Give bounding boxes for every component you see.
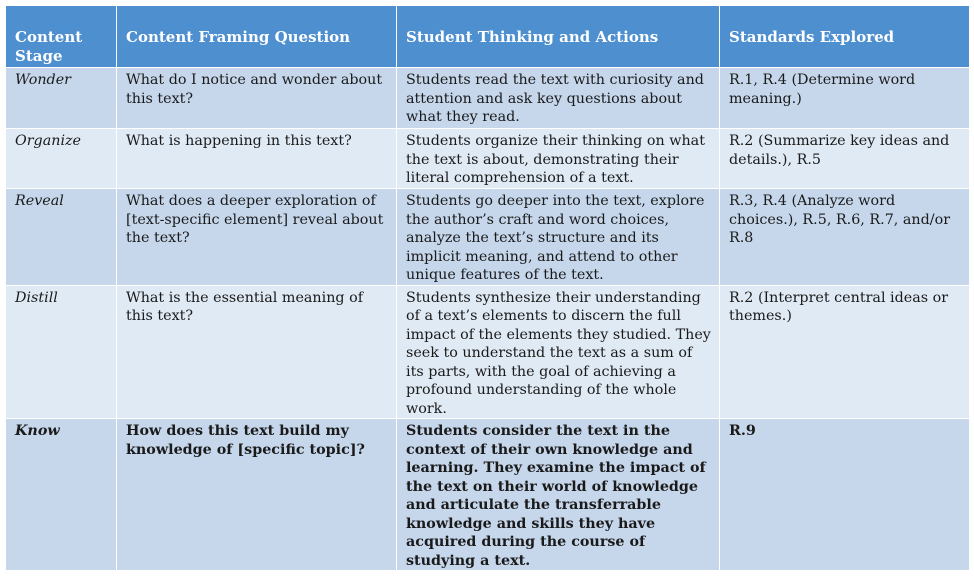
table-row-distill (6, 285, 970, 419)
table-row-reveal (6, 189, 970, 286)
header-standards-explored: Standards Explored (720, 6, 970, 68)
table-row-wonder (6, 68, 970, 129)
content-framing-table (5, 5, 970, 571)
standards-cell: R.2 (Interpret central ideas or themes.) (720, 285, 970, 419)
stage-cell: Organize (6, 129, 117, 189)
stage-cell: Wonder (6, 68, 117, 129)
question-cell: What does a deeper exploration of [text-specific element] reveal about the text? (117, 189, 397, 286)
question-cell: What do I notice and wonder about this text? (117, 68, 397, 129)
header-content-framing-question: Content Framing Question (117, 6, 397, 68)
table-row-organize (6, 129, 970, 189)
thinking-cell: Students consider the text in the context of their own knowledge and learning. They examine the impact of the text on their world of knowledge and articulate the transferrable knowledge and skills they have acquired during the course of studying a text. (397, 419, 720, 571)
table-row-know (6, 419, 970, 571)
question-cell: What is happening in this text? (117, 129, 397, 189)
header-student-thinking-and-actions: Student Thinking and Actions (397, 6, 720, 68)
thinking-cell: Students read the text with curiosity and attention and ask key questions about what they read. (397, 68, 720, 129)
thinking-cell: Students organize their thinking on what the text is about, demonstrating their literal comprehension of a text. (397, 129, 720, 189)
stage-cell: Distill (6, 285, 117, 419)
standards-cell: R.1, R.4 (Determine word meaning.) (720, 68, 970, 129)
thinking-cell: Students go deeper into the text, explore the author’s craft and word choices, analyze the text’s structure and its implicit meaning, and attend to other unique features of the text. (397, 189, 720, 286)
standards-cell: R.9 (720, 419, 970, 571)
thinking-cell: Students synthesize their understanding of a text’s elements to discern the full impact of the elements they studied. They seek to understand the text as a sum of its parts, with the goal of achieving a profound understanding of the whole work. (397, 285, 720, 419)
question-cell: How does this text build my knowledge of [specific topic]? (117, 419, 397, 571)
stage-cell: Reveal (6, 189, 117, 286)
header-row (6, 6, 970, 68)
stage-cell: Know (6, 419, 117, 571)
standards-cell: R.3, R.4 (Analyze word choices.), R.5, R.6, R.7, and/or R.8 (720, 189, 970, 286)
standards-cell: R.2 (Summarize key ideas and details.), R.5 (720, 129, 970, 189)
header-content-stage: Content Stage (6, 6, 117, 68)
question-cell: What is the essential meaning of this text? (117, 285, 397, 419)
